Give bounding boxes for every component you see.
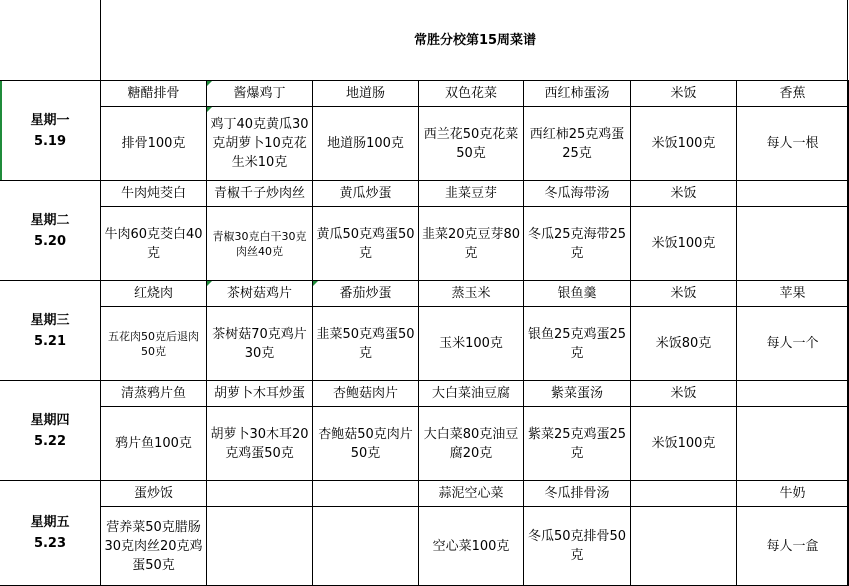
dish-name-cell[interactable]: 苹果 (737, 281, 849, 307)
day-date: 5.23 (33, 536, 67, 551)
dish-name-cell[interactable]: 双色花菜 (419, 81, 524, 107)
dish-detail-cell[interactable]: 紫菜25克鸡蛋25克 (524, 407, 631, 481)
dish-name-cell[interactable]: 蛋炒饭 (101, 481, 207, 507)
cell-comment-marker (207, 281, 212, 286)
day-date: 5.20 (33, 233, 67, 249)
dish-name-cell[interactable]: 酱爆鸡丁 (207, 81, 313, 107)
dish-name-cell[interactable]: 杏鲍菇肉片 (313, 381, 419, 407)
day-label-cell[interactable] (0, 81, 101, 181)
day-label-cell[interactable] (0, 481, 101, 586)
dish-detail-cell[interactable]: 营养菜50克腊肠30克肉丝20克鸡蛋50克 (101, 507, 207, 586)
dish-name-cell[interactable]: 米饭 (631, 81, 737, 107)
dish-name-cell[interactable]: 牛奶 (737, 481, 849, 507)
dish-name-cell[interactable] (631, 481, 737, 507)
dish-detail-cell[interactable]: 大白菜80克油豆腐20克 (419, 407, 524, 481)
dish-name-cell[interactable]: 香蕉 (737, 81, 849, 107)
dish-name-cell[interactable]: 糖醋排骨 (101, 81, 207, 107)
cell-comment-marker (313, 281, 318, 286)
dish-detail-cell[interactable] (207, 507, 313, 586)
dish-name-cell[interactable] (737, 381, 849, 407)
day-label-cell[interactable] (0, 381, 101, 481)
dish-detail-cell[interactable]: 排骨100克 (101, 107, 207, 181)
dish-detail-cell[interactable]: 米饭80克 (631, 307, 737, 381)
dish-detail-cell[interactable]: 玉米100克 (419, 307, 524, 381)
dish-name-cell[interactable]: 米饭 (631, 381, 737, 407)
cell-comment-marker (207, 81, 212, 86)
dish-name-cell[interactable] (313, 481, 419, 507)
day-label-cell[interactable] (0, 281, 101, 381)
dish-detail-cell[interactable]: 米饭100克 (631, 407, 737, 481)
dish-name-cell[interactable]: 大白菜油豆腐 (419, 381, 524, 407)
dish-name-cell[interactable]: 清蒸鸦片鱼 (101, 381, 207, 407)
day-label-cell[interactable] (0, 181, 101, 281)
dish-detail-cell[interactable]: 杏鲍菇50克肉片50克 (313, 407, 419, 481)
dish-detail-cell[interactable]: 茶树菇70克鸡片30克 (207, 307, 313, 381)
dish-detail-cell[interactable]: 青椒30克白干30克肉丝40克 (207, 207, 313, 281)
day-name: 星期一 (30, 112, 70, 128)
dish-detail-cell[interactable]: 银鱼25克鸡蛋25克 (524, 307, 631, 381)
day-date: 5.19 (33, 133, 67, 149)
dish-detail-cell[interactable]: 西红柿25克鸡蛋25克 (524, 107, 631, 181)
dish-name-cell[interactable]: 地道肠 (313, 81, 419, 107)
dish-name-cell[interactable]: 牛肉炖茭白 (101, 181, 207, 207)
dish-detail-cell[interactable]: 每人一个 (737, 307, 849, 381)
dish-detail-cell[interactable]: 牛肉60克茭白40克 (101, 207, 207, 281)
dish-detail-cell[interactable] (737, 407, 849, 481)
dish-name-cell[interactable]: 黄瓜炒蛋 (313, 181, 419, 207)
menu-title: 常胜分校第15周菜谱 (101, 0, 849, 81)
dish-name-cell[interactable]: 冬瓜排骨汤 (524, 481, 631, 507)
dish-detail-cell[interactable]: 每人一盒 (737, 507, 849, 586)
dish-detail-cell[interactable]: 冬瓜50克排骨50克 (524, 507, 631, 586)
dish-detail-cell[interactable]: 米饭100克 (631, 207, 737, 281)
day-name: 星期三 (30, 312, 70, 328)
dish-detail-cell[interactable]: 米饭100克 (631, 107, 737, 181)
dish-detail-cell[interactable]: 鸡丁40克黄瓜30克胡萝卜10克花生米10克 (207, 107, 313, 181)
dish-detail-cell[interactable] (313, 507, 419, 586)
dish-detail-cell[interactable]: 冬瓜25克海带25克 (524, 207, 631, 281)
dish-detail-cell[interactable]: 黄瓜50克鸡蛋50克 (313, 207, 419, 281)
dish-name-cell[interactable]: 青椒千子炒肉丝 (207, 181, 313, 207)
dish-name-cell[interactable] (207, 481, 313, 507)
dish-name-cell[interactable]: 红烧肉 (101, 281, 207, 307)
dish-detail-cell[interactable]: 每人一根 (737, 107, 849, 181)
dish-detail-cell[interactable] (631, 507, 737, 586)
day-name: 星期四 (30, 412, 70, 428)
dish-name-cell[interactable]: 韭菜豆芽 (419, 181, 524, 207)
dish-detail-cell[interactable]: 韭菜50克鸡蛋50克 (313, 307, 419, 381)
day-name: 星期二 (30, 212, 70, 228)
day-name: 星期五 (30, 515, 70, 530)
dish-detail-cell[interactable]: 韭菜20克豆芽80克 (419, 207, 524, 281)
dish-detail-cell[interactable]: 地道肠100克 (313, 107, 419, 181)
day-date: 5.22 (33, 433, 67, 449)
dish-detail-cell[interactable]: 五花肉50克后退肉50克 (101, 307, 207, 381)
dish-name-cell[interactable]: 银鱼羹 (524, 281, 631, 307)
dish-detail-cell[interactable]: 鸦片鱼100克 (101, 407, 207, 481)
dish-detail-cell[interactable] (737, 207, 849, 281)
day-date: 5.21 (33, 333, 67, 349)
right-border-line (847, 0, 848, 586)
dish-name-cell[interactable]: 米饭 (631, 181, 737, 207)
dish-detail-cell[interactable]: 西兰花50克花菜50克 (419, 107, 524, 181)
dish-name-cell[interactable]: 蒸玉米 (419, 281, 524, 307)
dish-name-cell[interactable]: 西红柿蛋汤 (524, 81, 631, 107)
cell-comment-marker (207, 107, 212, 112)
dish-name-cell[interactable] (737, 181, 849, 207)
dish-detail-cell[interactable]: 空心菜100克 (419, 507, 524, 586)
dish-name-cell[interactable]: 冬瓜海带汤 (524, 181, 631, 207)
dish-name-cell[interactable]: 蒜泥空心菜 (419, 481, 524, 507)
dish-name-cell[interactable]: 番茄炒蛋 (313, 281, 419, 307)
top-left-blank-cell[interactable] (0, 0, 101, 81)
dish-name-cell[interactable]: 胡萝卜木耳炒蛋 (207, 381, 313, 407)
dish-name-cell[interactable]: 紫菜蛋汤 (524, 381, 631, 407)
dish-detail-cell[interactable]: 胡萝卜30木耳20克鸡蛋50克 (207, 407, 313, 481)
dish-name-cell[interactable]: 米饭 (631, 281, 737, 307)
dish-name-cell[interactable]: 茶树菇鸡片 (207, 281, 313, 307)
